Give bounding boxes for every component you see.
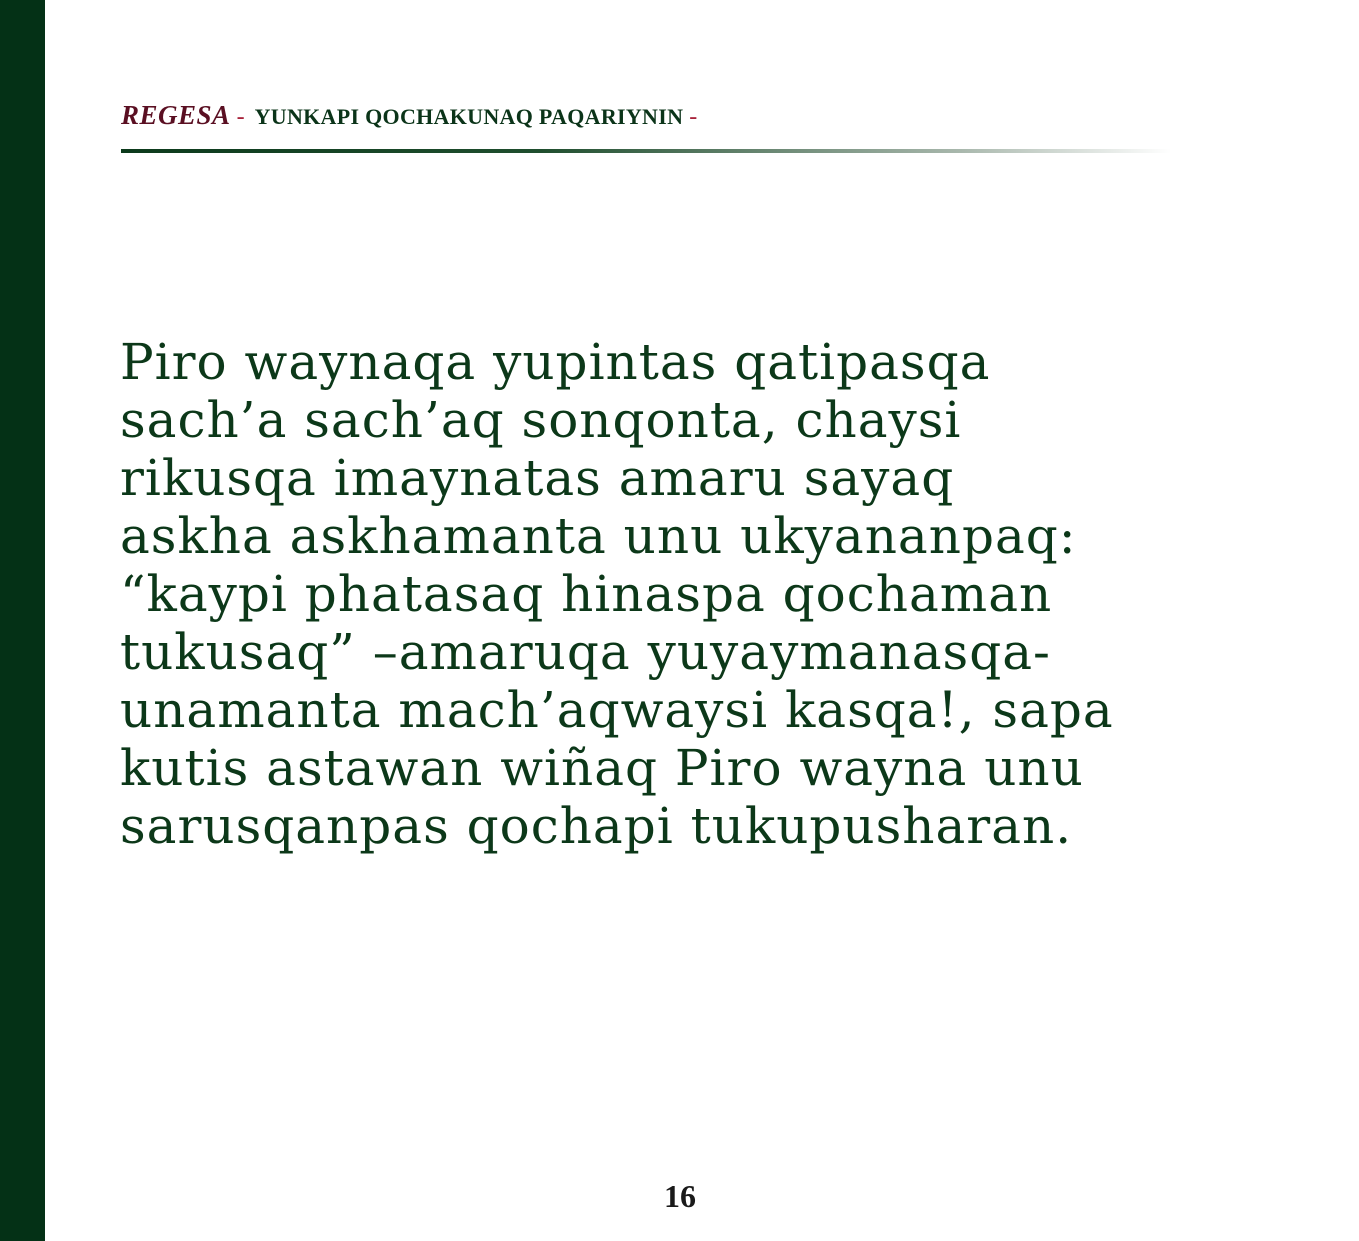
running-header: [121, 102, 697, 129]
left-sidebar-bar: [0, 0, 45, 1241]
series-title: REGESA: [121, 100, 231, 130]
header-separator: -: [236, 104, 245, 130]
page-number: 16: [664, 1178, 696, 1214]
header-trailing-separator: -: [689, 104, 698, 130]
story-paragraph: Piro waynaqa yupintas qatipasqa sach’a sach’aq sonqonta, chaysi rikusqa imaynatas amaru sayaq askha askhamanta unu ukyananpaq: “kaypi phatasaq hinaspa qochaman tukusaq” –amaruqa yuyaymanasqa- unamanta mach’aqwaysi kasqa!, sapa kutis astawan wiñaq Piro wayna unu sarusqanpas qochapi tukupusharan.: [120, 333, 1114, 855]
header-rule: [121, 149, 1171, 153]
book-title: YUNKAPI QOCHAKUNAQ PAQARIYNIN: [254, 104, 684, 129]
